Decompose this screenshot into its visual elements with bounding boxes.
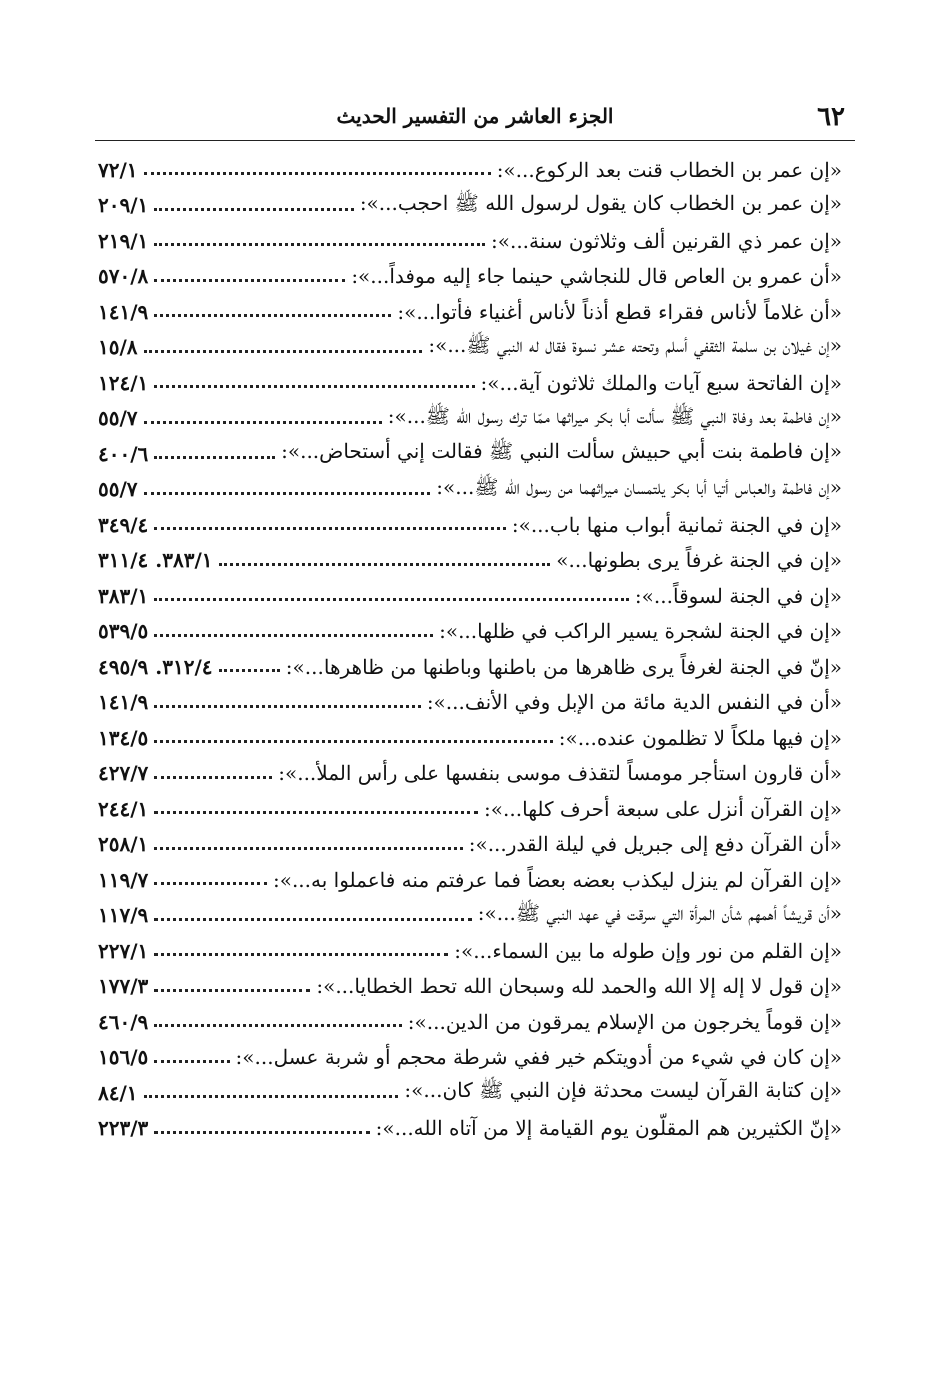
entry-reference: ٤٦٠/٩ bbox=[98, 1009, 149, 1034]
index-entry bbox=[98, 259, 842, 295]
index-entry bbox=[98, 188, 842, 224]
index-entry bbox=[98, 1040, 842, 1076]
entry-reference: ٤٠٠/٦ bbox=[98, 441, 149, 466]
entry-reference: ٥٣٩/٥ bbox=[98, 619, 149, 644]
entry-text: «إن في الجنة غرفاً يرى بطونها...» bbox=[556, 548, 842, 573]
entry-reference: ١٤١/٩ bbox=[98, 299, 149, 324]
entry-text: «أن قريشاً أهمهم شأن المرأة التي سرقت في عهد النبي ﷺ...»: bbox=[477, 900, 842, 925]
entry-text: «إن عمر ذي القرنين ألف وثلاثون سنة...»: bbox=[490, 228, 842, 253]
entry-text: «إن كتابة القرآن ليست محدثة فإن النبي ﷺ كان...»: bbox=[404, 1078, 842, 1103]
index-entry bbox=[98, 401, 842, 437]
page-title: الجزء العاشر من التفسير الحديث bbox=[336, 104, 614, 128]
entry-reference: ٢٢٣/٣ bbox=[98, 1116, 149, 1141]
index-entry bbox=[98, 933, 842, 969]
entry-text: «إن في الجنة لشجرة يسير الراكب في ظلها...»: bbox=[439, 619, 842, 644]
index-entries-list bbox=[98, 152, 842, 1146]
entry-reference: ١٣٤/٥ bbox=[98, 725, 149, 750]
entry-reference: ٢١٩/١ bbox=[98, 228, 149, 253]
index-entry bbox=[98, 436, 842, 472]
entry-text: «إن في الجنة ثمانية أبواب منها باب...»: bbox=[511, 512, 842, 537]
entry-reference: ٥٧٠/٨ bbox=[98, 264, 149, 289]
dot-leader bbox=[144, 492, 431, 495]
index-entry bbox=[98, 898, 842, 934]
index-entry bbox=[98, 365, 842, 401]
entry-reference: ١١٧/٩ bbox=[98, 903, 149, 928]
entry-reference: ٤٢٧/٧ bbox=[98, 761, 149, 786]
dot-leader bbox=[144, 421, 382, 424]
dot-leader bbox=[154, 847, 462, 850]
entry-text: «إن فاطمة والعباس أتيا أبا بكر يلتمسان ميراثهما من رسول الله ﷺ...»: bbox=[436, 474, 842, 499]
entry-reference: ١١٩/٧ bbox=[98, 867, 149, 892]
entry-text: «إن فاطمة بنت أبي حبيش سألت النبي ﷺ فقالت إني أستحاض...»: bbox=[281, 439, 842, 464]
dot-leader bbox=[154, 1060, 229, 1063]
dot-leader bbox=[154, 634, 433, 637]
entry-reference: ٣١٢/٤. ٤٩٥/٩ bbox=[98, 654, 213, 679]
page-number: ٦٢ bbox=[817, 102, 845, 132]
index-entry bbox=[98, 330, 842, 366]
entry-reference: ٢٤٤/١ bbox=[98, 796, 149, 821]
dot-leader bbox=[154, 776, 272, 779]
entry-reference: ٧٢/١ bbox=[98, 157, 138, 182]
index-entry bbox=[98, 1111, 842, 1147]
entry-text: «إن فيها ملكاً لا تظلمون عنده...»: bbox=[558, 725, 842, 750]
entry-reference: ٢٥٨/١ bbox=[98, 832, 149, 857]
dot-leader bbox=[144, 1095, 399, 1098]
dot-leader bbox=[154, 385, 474, 388]
index-entry bbox=[98, 969, 842, 1005]
running-header bbox=[95, 98, 855, 134]
entry-text: «أن عمرو بن العاص قال للنجاشي حينما جاء إليه موفداً...»: bbox=[351, 264, 842, 289]
index-entry bbox=[98, 1004, 842, 1040]
index-entry bbox=[98, 649, 842, 685]
entry-text: «إن الفاتحة سبع آيات والملك ثلاثون آية...»: bbox=[480, 370, 842, 395]
dot-leader bbox=[154, 918, 472, 921]
entry-reference: ٣٨٣/١. ٣١١/٤ bbox=[98, 548, 213, 573]
entry-text: «إن فاطمة بعد وفاة النبي ﷺ سألت أبا بكر ميراثها ممّا ترك رسول الله ﷺ...»: bbox=[387, 403, 842, 428]
index-entry bbox=[98, 152, 842, 188]
dot-leader bbox=[154, 740, 552, 743]
index-entry bbox=[98, 720, 842, 756]
entry-reference: ١٧٧/٣ bbox=[98, 974, 149, 999]
dot-leader bbox=[219, 669, 280, 672]
dot-leader bbox=[154, 705, 421, 708]
dot-leader bbox=[154, 811, 478, 814]
entry-text: «إن قول لا إله إلا الله والحمد لله وسبحان الله تحط الخطايا...»: bbox=[316, 974, 842, 999]
index-entry bbox=[98, 507, 842, 543]
index-entry bbox=[98, 756, 842, 792]
entry-text: «إن عمر بن الخطاب كان يقول لرسول الله ﷺ احجب...»: bbox=[359, 190, 842, 215]
dot-leader bbox=[154, 456, 275, 459]
dot-leader bbox=[154, 953, 448, 956]
index-entry bbox=[98, 578, 842, 614]
index-entry bbox=[98, 472, 842, 508]
entry-text: «أن غلاماً لأناس فقراء قطع أذناً لأناس أغنياء فأتوا...»: bbox=[397, 299, 842, 324]
index-entry bbox=[98, 223, 842, 259]
index-entry bbox=[98, 1075, 842, 1111]
dot-leader bbox=[154, 882, 267, 885]
dot-leader bbox=[154, 208, 354, 211]
index-entry bbox=[98, 543, 842, 579]
entry-reference: ١٢٤/١ bbox=[98, 370, 149, 395]
index-entry bbox=[98, 862, 842, 898]
entry-reference: ١٤١/٩ bbox=[98, 690, 149, 715]
dot-leader bbox=[154, 243, 485, 246]
dot-leader bbox=[144, 172, 491, 175]
entry-text: «إن القلم من نور وإن طوله ما بين السماء...»: bbox=[454, 938, 842, 963]
entry-text: «إن القرآن لم ينزل ليكذب بعضه بعضاً فما عرفتم منه فاعملوا به...»: bbox=[272, 867, 842, 892]
entry-reference: ١٥/٨ bbox=[98, 335, 138, 360]
dot-leader bbox=[154, 598, 629, 601]
entry-text: «إن قوماً يخرجون من الإسلام يمرقون من الدين...»: bbox=[407, 1009, 842, 1034]
dot-leader bbox=[154, 1131, 369, 1134]
entry-reference: ٣٨٣/١ bbox=[98, 583, 149, 608]
entry-reference: ٥٥/٧ bbox=[98, 477, 138, 502]
entry-text: «أن في النفس الدية مائة من الإبل وفي الأنف...»: bbox=[426, 690, 842, 715]
index-entry bbox=[98, 294, 842, 330]
entry-text: «إن كان في شيء من أدويتكم خير ففي شرطة محجم أو شربة عسل...»: bbox=[235, 1045, 842, 1070]
index-entry bbox=[98, 614, 842, 650]
entry-text: «إن في الجنة لسوقاً...»: bbox=[634, 583, 842, 608]
index-entry bbox=[98, 685, 842, 721]
entry-reference: ٨٤/١ bbox=[98, 1080, 138, 1105]
dot-leader bbox=[144, 350, 423, 353]
entry-text: «أن قارون استأجر مومساً لتقذف موسى بنفسها على رأس الملأ...»: bbox=[278, 761, 842, 786]
entry-text: «إنّ الكثيرين هم المقلّون يوم القيامة إلا من آتاه الله...»: bbox=[375, 1116, 842, 1141]
entry-reference: ٢٠٩/١ bbox=[98, 193, 149, 218]
dot-leader bbox=[154, 989, 310, 992]
dot-leader bbox=[154, 527, 506, 530]
dot-leader bbox=[154, 279, 345, 282]
dot-leader bbox=[154, 314, 391, 317]
header-rule bbox=[95, 140, 855, 141]
entry-text: «إنّ في الجنة لغرفاً يرى ظاهرها من باطنها وباطنها من ظاهرها...»: bbox=[285, 654, 842, 679]
entry-reference: ٥٥/٧ bbox=[98, 406, 138, 431]
entry-reference: ١٥٦/٥ bbox=[98, 1045, 149, 1070]
dot-leader bbox=[154, 1024, 402, 1027]
entry-reference: ٣٤٩/٤ bbox=[98, 512, 149, 537]
entry-text: «إن القرآن أنزل على سبعة أحرف كلها...»: bbox=[484, 796, 842, 821]
entry-reference: ٢٢٧/١ bbox=[98, 938, 149, 963]
index-entry bbox=[98, 827, 842, 863]
entry-text: «إن غيلان بن سلمة الثقفي أسلم وتحته عشر نسوة فقال له النبي ﷺ...»: bbox=[428, 332, 842, 357]
entry-text: «إن عمر بن الخطاب قنت بعد الركوع...»: bbox=[496, 157, 842, 182]
index-entry bbox=[98, 791, 842, 827]
dot-leader bbox=[219, 563, 551, 566]
entry-text: «أن القرآن دفع إلى جبريل في ليلة القدر...»: bbox=[468, 832, 842, 857]
